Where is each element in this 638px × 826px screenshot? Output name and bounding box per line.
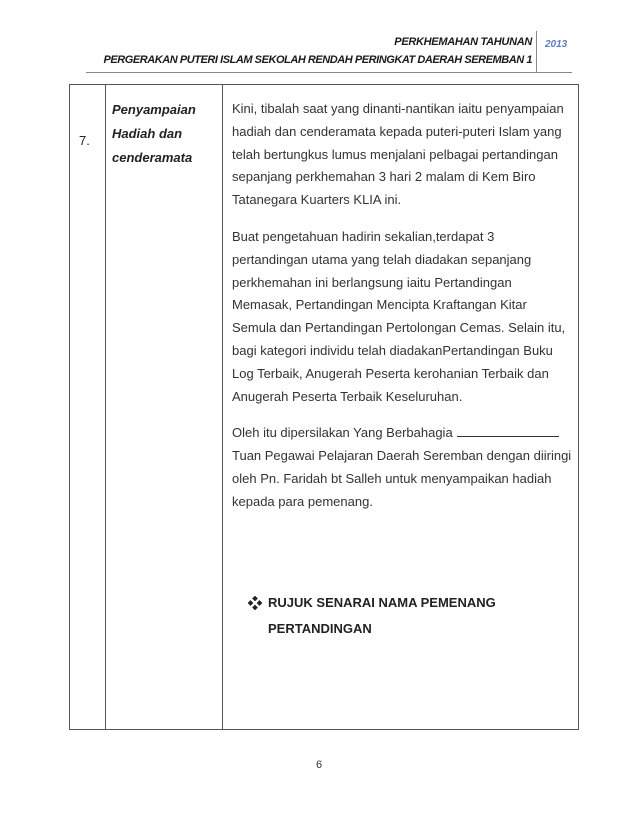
header-divider-horizontal — [86, 72, 572, 73]
item-content — [232, 98, 572, 528]
header-subtitle: PERGERAKAN PUTERI ISLAM SEKOLAH RENDAH PERINGKAT DAERAH SEREMBAN 1 — [103, 54, 532, 66]
row-number: 7. — [79, 133, 90, 148]
item-title-line: Hadiah dan — [112, 126, 183, 141]
item-title-line: Penyampaian — [112, 102, 196, 117]
table-column-divider — [105, 84, 106, 730]
bullet-text: RUJUK SENARAI NAMA PEMENANG PERTANDINGAN — [268, 595, 496, 636]
fill-in-blank — [457, 424, 559, 437]
paragraph-suffix: Tuan Pegawai Pelajaran Daerah Seremban dengan diiringi oleh Pn. Faridah bt Salleh untuk menyampaikan hadiah kepada para pemenang. — [232, 448, 572, 509]
item-title — [112, 98, 220, 170]
header-divider-vertical — [536, 31, 537, 73]
content-paragraph: Buat pengetahuan hadirin sekalian,terdapat 3 pertandingan utama yang telah diadakan sepanjang perkhemahan ini berlangsung iaitu Pertandingan Memasak, Pertandingan Mencipta Kraftangan Kitar Semula dan Pertandingan Pertolongan Cemas. Selain itu, bagi kategori individu telah diadakanPertandingan Buku Log Terbaik, Anugerah Peserta kerohanian Terbaik dan Anugerah Peserta Terbaik Keseluruhan. — [232, 228, 566, 404]
bullet-item — [248, 590, 548, 642]
item-title-line: cenderamata — [112, 150, 193, 165]
paragraph-prefix: Oleh itu dipersilakan Yang Berbahagia — [232, 425, 453, 441]
header-year: 2013 — [545, 39, 568, 50]
page-number: 6 — [315, 759, 323, 771]
content-paragraph — [232, 422, 572, 513]
diamond-bullet-icon — [248, 596, 262, 610]
content-paragraph: Kini, tibalah saat yang dinanti-nantikan iaitu penyampaian hadiah dan cenderamata kepada puteri-puteri Islam yang telah bertungkus lumus menjalani pelbagai pertandingan sepanjang perkhemahan 3 hari 2 malam di Kem Biro Tatanegara Kuarters KLIA ini. — [232, 101, 564, 208]
header-title: PERKHEMAHAN TAHUNAN — [394, 36, 532, 48]
table-column-divider — [222, 84, 223, 730]
